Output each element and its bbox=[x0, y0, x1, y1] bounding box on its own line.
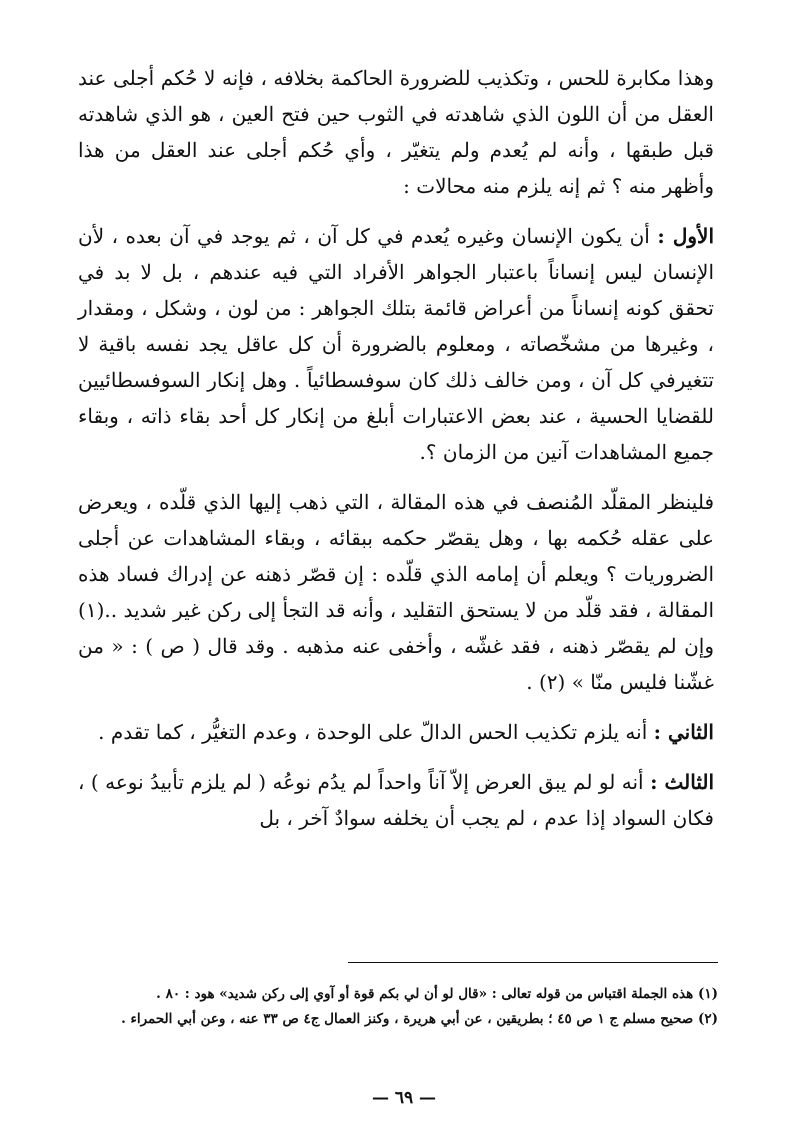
first-point-text: أن يكون الإنسان وغيره يُعدم في كل آن ، ثم يوجد في آن بعده ، لأن الإنسان ليس إنساناً باعتبار الجواهر الأفراد التي فيه عندهم ، بل لا بد في تحقق كونه إنساناً من أعراض قائمة بتلك الجواهر : من لون ، وشكل ، ومقدار ، وغيرها من مشخّصاته ، ومعلوم بالضرورة أن كل عاقل يجد نفسه باقية لا تتغيرفي كل آن ، ومن خالف ذلك كان سوفسطائياً . وهل إنكار السوفسطائيين للقضايا الحسية ، عند بعض الاعتبارات أبلغ من إنكار كل أحد بقاء ذاته ، وبقاء جميع المشاهدات آنين من الزمان ؟. bbox=[78, 224, 714, 464]
third-point-label: الثالث : bbox=[650, 770, 715, 794]
paragraph-intro: وهذا مكابرة للحس ، وتكذيب للضرورة الحاكمة بخلافه ، فإنه لا حُكم أجلى عند العقل من أن اللون الذي شاهدته في الثوب حين فتح العين ، هو الذي شاهدته قبل طبقها ، وأنه لم يُعدم ولم يتغيّر ، وأي حُكم أجلى عند العقل من هذا وأظهر منه ؟ ثم إنه يلزم منه محالات : bbox=[78, 66, 714, 198]
footnote-1: (١) هذه الجملة اقتباس من قوله تعالى : «قال لو أن لي بكم قوة أو آوي إلى ركن شديد» هود : ٨٠ . bbox=[156, 986, 718, 1002]
paragraph-first-point bbox=[78, 218, 714, 470]
paragraph-second-point bbox=[78, 714, 714, 750]
footnote-divider bbox=[348, 962, 718, 963]
main-text bbox=[78, 60, 714, 836]
second-point-text: أنه يلزم تكذيب الحس الدالّ على الوحدة ، وعدم التغيُّر ، كما تقدم . bbox=[98, 720, 648, 744]
first-point-label: الأول : bbox=[657, 224, 715, 248]
paragraph-reflection: فلينظر المقلّد المُنصف في هذه المقالة ، التي ذهب إليها الذي قلّده ، ويعرض على عقله حُكمه بها ، وهل يقصّر حكمه ببقائه ، وبقاء المشاهدات عن أجلى الضروريات ؟ ويعلم أن إمامه الذي قلّده : إن قصّر ذهنه عن إدراك فساد هذه المقالة ، فقد قلّد من لا يستحق التقليد ، وأنه قد التجأ إلى ركن غير شديد ..(١) وإن لم يقصّر ذهنه ، فقد غشّه ، وأخفى عنه مذهبه . وقد قال ( ص ) : « من غشّنا فليس منّا » (٢) . bbox=[78, 490, 714, 694]
page-number: — ٦٩ — bbox=[371, 1088, 437, 1108]
footnotes bbox=[78, 982, 718, 1032]
third-point-text: أنه لو لم يبق العرض إلاّ آناً واحداً لم يدُم نوعُه ( لم يلزم تأبيدُ نوعه ) ، فكان السواد إذا عدم ، لم يجب أن يخلفه سوادٌ آخر ، بل bbox=[78, 770, 714, 830]
second-point-label: الثاني : bbox=[653, 720, 714, 744]
paragraph-third-point bbox=[78, 764, 714, 836]
footnote-2: (٢) صحيح مسلم ج ١ ص ٤٥ ؛ بطريقين ، عن أبي هريرة ، وكنز العمال ج٤ ص ٣٣ عنه ، وعن أبي الحمراء . bbox=[121, 1011, 718, 1027]
